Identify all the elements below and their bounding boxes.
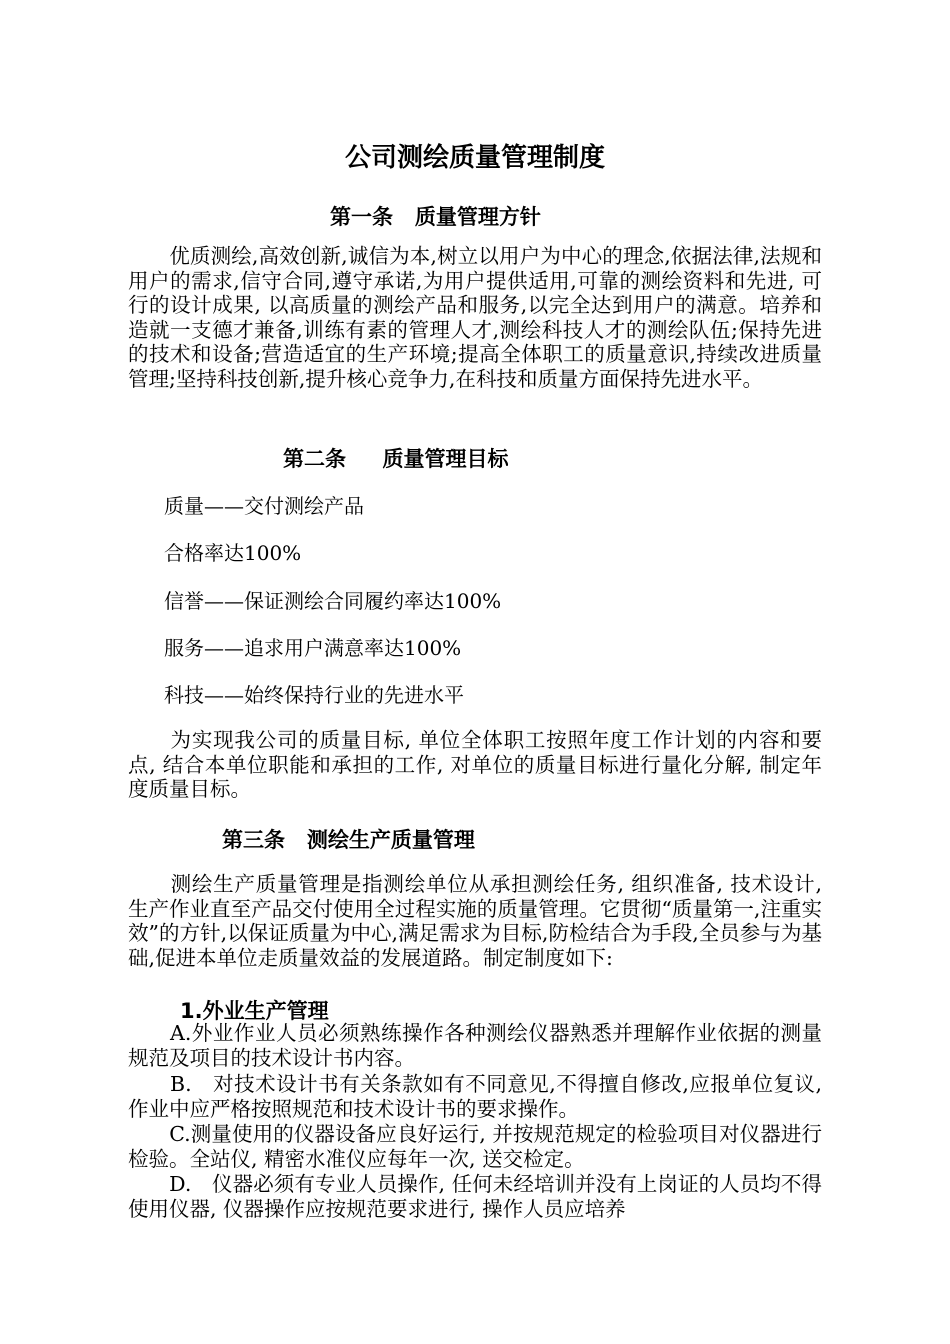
section1-heading: 1.外业生产管理: [180, 999, 329, 1023]
article3-heading: 第三条 测绘生产质量管理: [222, 828, 475, 852]
article2-heading: 第二条 质量管理目标: [283, 447, 509, 471]
goal-technology: 科技——始终保持行业的先进水平: [164, 683, 464, 707]
section1-item-d: D. 仪器必须有专业人员操作, 任何未经培训并没有上岗证的人员均不得使用仪器, 仪器操作应按规范要求进行, 操作人员应培养: [128, 1172, 822, 1221]
article3-body: 测绘生产质量管理是指测绘单位从承担测绘任务, 组织准备, 技术设计, 生产作业直至产品交付使用全过程实施的质量管理。它贯彻“质量第一,注重实效”的方针,以保证质量为中心,满足需求为目标,防检结合为手段,全员参与为基础,促进本单位走质量效益的发展道路。制定制度如下:: [128, 872, 822, 970]
section1-item-b: B. 对技术设计书有关条款如有不同意见,不得擅自修改,应报单位复议, 作业中应严格按照规范和技术设计书的要求操作。: [128, 1072, 822, 1121]
article2-body: 为实现我公司的质量目标, 单位全体职工按照年度工作计划的内容和要点, 结合本单位职能和承担的工作, 对单位的质量目标进行量化分解, 制定年度质量目标。: [128, 728, 822, 801]
goal-service: 服务——追求用户满意率达100%: [164, 636, 462, 660]
section1-item-c: C.测量使用的仪器设备应良好运行, 并按规范规定的检验项目对仪器进行检验。全站仪, 精密水准仪应每年一次, 送交检定。: [128, 1122, 822, 1171]
article1-body: 优质测绘,高效创新,诚信为本,树立以用户为中心的理念,依据法律,法规和用户的需求,信守合同,遵守承诺,为用户提供适用,可靠的测绘资料和先进, 可行的设计成果, 以高质量的测绘产品和服务,以完全达到用户的满意。培养和造就一支德才兼备,训练有素的管理人才,测绘科技人才的测绘队伍;保持先进的技术和设备;营造适宜的生产环境;提高全体职工的质量意识,持续改进质量管理;坚持科技创新,提升核心竞争力,在科技和质量方面保持先进水平。: [128, 244, 822, 391]
goal-pass-rate: 合格率达100%: [164, 541, 302, 565]
article1-heading: 第一条 质量管理方针: [330, 205, 541, 229]
document-title: 公司测绘质量管理制度: [344, 143, 605, 173]
goal-reputation: 信誉——保证测绘合同履约率达100%: [164, 589, 502, 613]
section1-item-a: A.外业作业人员必须熟练操作各种测绘仪器熟悉并理解作业依据的测量规范及项目的技术设计书内容。: [128, 1021, 822, 1070]
goal-quality: 质量——交付测绘产品: [164, 494, 364, 518]
